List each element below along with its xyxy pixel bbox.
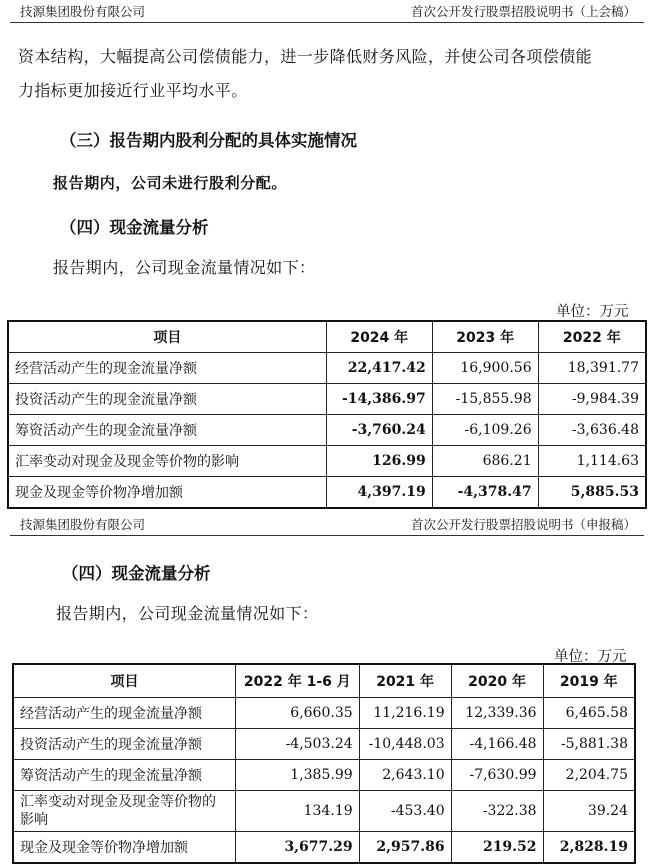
table-row	[13, 832, 635, 864]
page-header	[0, 515, 654, 533]
table-cell: 1,385.99	[235, 760, 359, 791]
table-cell: 2,204.75	[543, 760, 635, 791]
column-header: 2020 年	[451, 664, 543, 698]
table-cell: 3,677.29	[235, 832, 359, 864]
table-cell: -5,881.38	[543, 729, 635, 760]
section-title-cashflow: （四）现金流量分析	[62, 564, 211, 583]
column-header: 2024 年	[326, 321, 432, 353]
row-label: 经营活动产生的现金流量净额	[8, 353, 326, 384]
table-cell: 4,397.19	[326, 477, 432, 509]
table-cell: -453.40	[359, 791, 451, 832]
column-header: 2022 年	[538, 321, 646, 353]
column-header: 项目	[13, 664, 235, 698]
row-label: 经营活动产生的现金流量净额	[13, 698, 235, 729]
table-header-row	[8, 321, 646, 353]
table-cell: 18,391.77	[538, 353, 646, 384]
row-label: 汇率变动对现金及现金等价物的影响	[8, 446, 326, 477]
table-cell: -3,760.24	[326, 415, 432, 446]
unit-label: 单位：万元	[556, 304, 629, 320]
section-title-dividend: （三）报告期内股利分配的具体实施情况	[60, 131, 357, 150]
table-cell: 22,417.42	[326, 353, 432, 384]
row-label: 筹资活动产生的现金流量净额	[8, 415, 326, 446]
section-title-cashflow: （四）现金流量分析	[60, 218, 209, 237]
table-cell: 11,216.19	[359, 698, 451, 729]
table-cell: -4,166.48	[451, 729, 543, 760]
header-rule	[10, 535, 644, 536]
table-row	[8, 446, 646, 477]
table-cell: -6,109.26	[432, 415, 538, 446]
page-header	[0, 2, 654, 20]
table-cell: -3,636.48	[538, 415, 646, 446]
paragraph-line: 力指标更加接近行业平均水平。	[18, 81, 248, 100]
table-cell: -4,503.24	[235, 729, 359, 760]
table-cell: 686.21	[432, 446, 538, 477]
column-header: 2023 年	[432, 321, 538, 353]
header-doc-title: 首次公开发行股票招股说明书（申报稿）	[410, 517, 636, 532]
cashflow-table-2019-2022h1	[12, 663, 636, 864]
row-label: 投资活动产生的现金流量净额	[8, 384, 326, 415]
table-cell: 12,339.36	[451, 698, 543, 729]
row-label: 现金及现金等价物净增加额	[8, 477, 326, 509]
cashflow-table-2022-2024	[7, 320, 647, 509]
table-cell: 6,465.58	[543, 698, 635, 729]
cashflow-intro: 报告期内，公司现金流量情况如下：	[53, 258, 316, 277]
table-cell: 2,957.86	[359, 832, 451, 864]
column-header: 2022 年 1-6 月	[235, 664, 359, 698]
row-label: 筹资活动产生的现金流量净额	[13, 760, 235, 791]
table-cell: -9,984.39	[538, 384, 646, 415]
paragraph-line: 资本结构，大幅提高公司偿债能力，进一步降低财务风险，并使公司各项偿债能	[18, 47, 593, 66]
table-row	[8, 353, 646, 384]
table-cell: -15,855.98	[432, 384, 538, 415]
table-cell: 6,660.35	[235, 698, 359, 729]
table-row	[13, 791, 635, 832]
header-company: 技源集团股份有限公司	[20, 517, 146, 532]
table-cell: 2,643.10	[359, 760, 451, 791]
table-cell: -7,630.99	[451, 760, 543, 791]
dividend-statement: 报告期内，公司未进行股利分配。	[53, 174, 288, 192]
table-row	[13, 729, 635, 760]
table-row	[8, 384, 646, 415]
table-row	[8, 415, 646, 446]
table-cell: 219.52	[451, 832, 543, 864]
table-header-row	[13, 664, 635, 698]
unit-label: 单位：万元	[554, 649, 627, 665]
header-rule	[10, 22, 644, 23]
table-cell: 16,900.56	[432, 353, 538, 384]
table-cell: -10,448.03	[359, 729, 451, 760]
table-cell: -322.38	[451, 791, 543, 832]
column-header: 2021 年	[359, 664, 451, 698]
table-cell: 1,114.63	[538, 446, 646, 477]
table-row	[13, 760, 635, 791]
header-company: 技源集团股份有限公司	[20, 4, 146, 19]
table-row	[13, 698, 635, 729]
table-row	[8, 477, 646, 509]
table-cell: 126.99	[326, 446, 432, 477]
table-cell: 5,885.53	[538, 477, 646, 509]
row-label: 现金及现金等价物净增加额	[13, 832, 235, 864]
table-cell: -14,386.97	[326, 384, 432, 415]
header-doc-title: 首次公开发行股票招股说明书（上会稿）	[410, 4, 636, 19]
table-cell: 134.19	[235, 791, 359, 832]
row-label: 汇率变动对现金及现金等价物的影响	[13, 791, 235, 832]
cashflow-intro: 报告期内，公司现金流量情况如下：	[56, 604, 319, 623]
table-cell: 39.24	[543, 791, 635, 832]
table-cell: 2,828.19	[543, 832, 635, 864]
column-header: 2019 年	[543, 664, 635, 698]
column-header: 项目	[8, 321, 326, 353]
row-label: 投资活动产生的现金流量净额	[13, 729, 235, 760]
paragraph-capital-structure	[18, 40, 592, 108]
table-cell: -4,378.47	[432, 477, 538, 509]
